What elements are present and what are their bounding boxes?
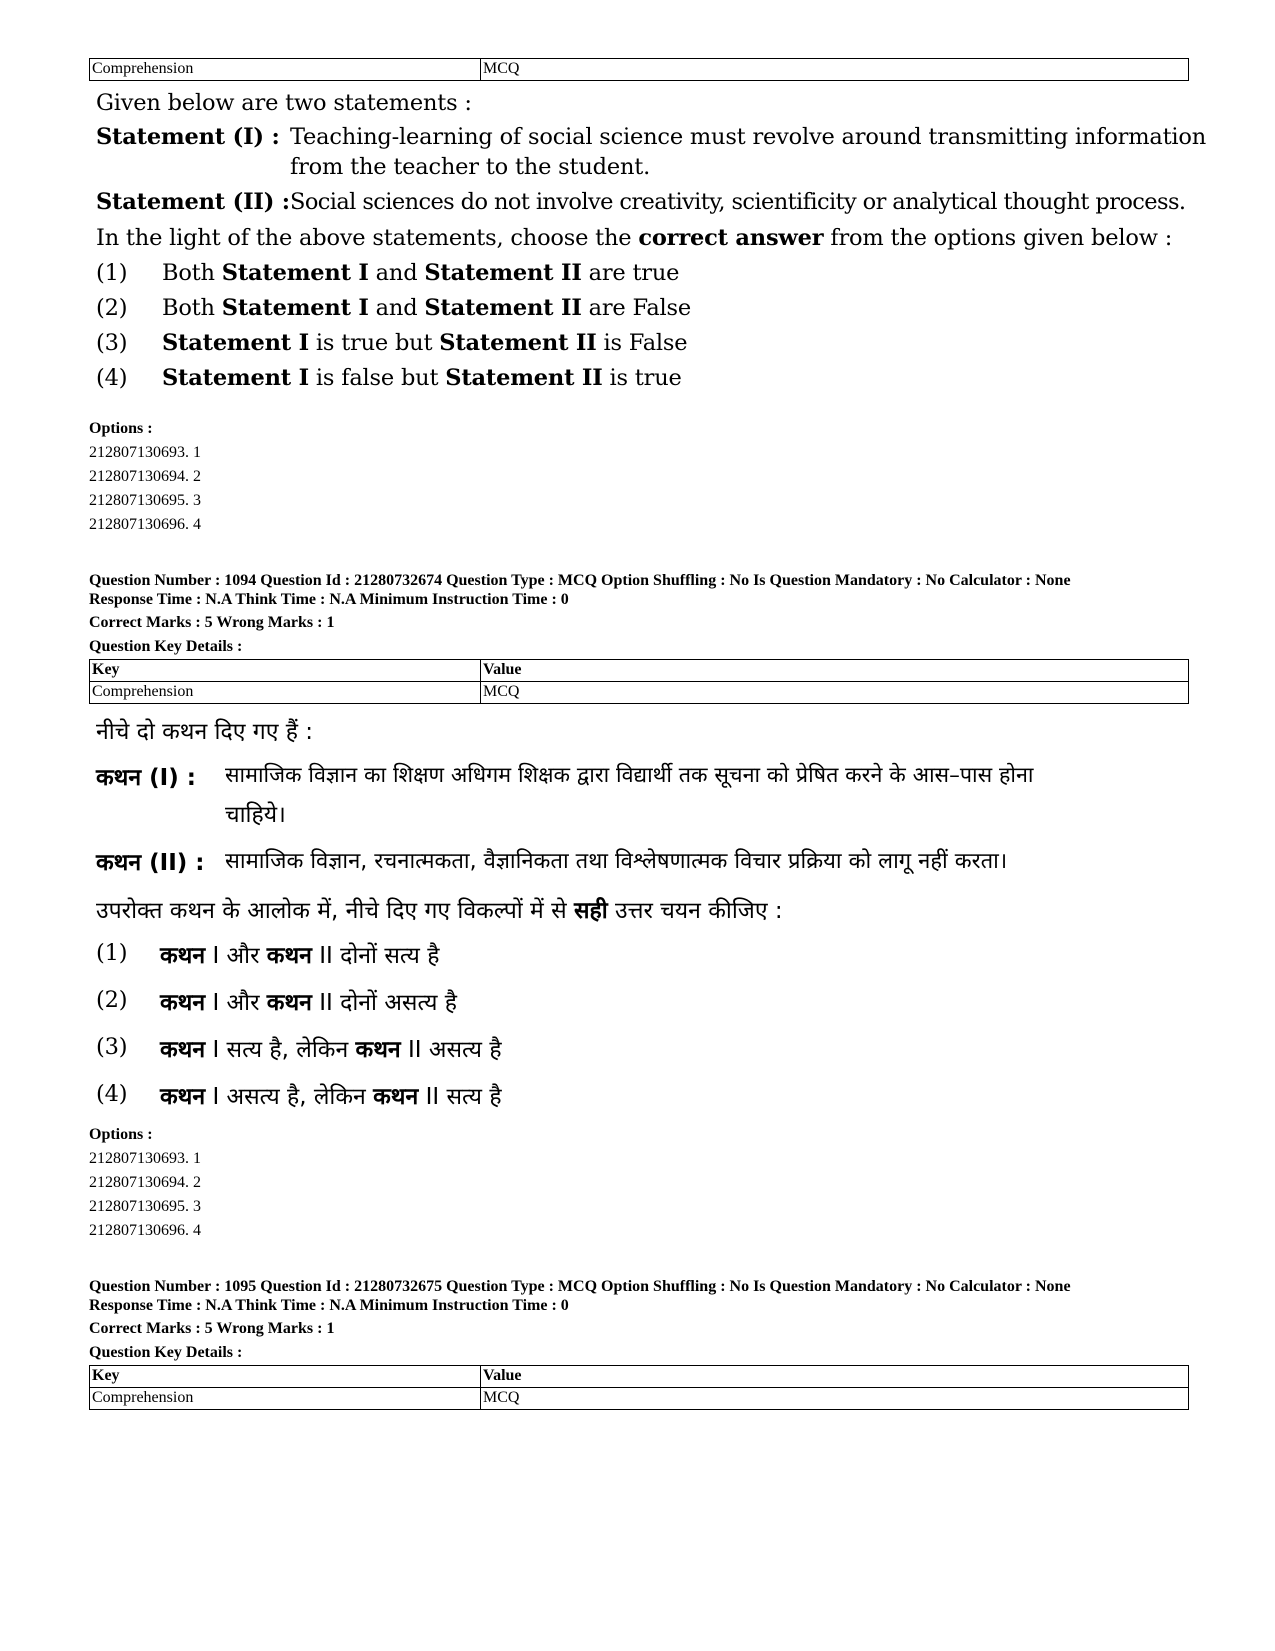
choice-2-text: कथन I और कथन II दोनों असत्य है: [160, 990, 457, 1016]
statement-1-label: Statement (I) :: [96, 124, 280, 150]
options-label: Options :: [89, 420, 153, 437]
question-meta-line-1: Question Number : 1095 Question Id : 21280732675 Question Type : MCQ Option Shuffling : No Is Question Mandatory : No Calculator : None: [89, 1278, 1071, 1295]
table-cell-value: MCQ: [481, 1388, 1189, 1410]
choice-3-number: (3): [96, 330, 128, 356]
statement-1-text: Teaching-learning of social science must revolve around transmitting information: [290, 124, 1207, 150]
question-key-table-1095: [89, 1365, 1189, 1410]
question-marks: Correct Marks : 5 Wrong Marks : 1: [89, 1320, 335, 1337]
options-label: Options :: [89, 1126, 153, 1143]
options-list-1094: [89, 1123, 201, 1243]
question-key-details-label: Question Key Details :: [89, 1344, 243, 1361]
table-cell-key: Comprehension: [90, 1388, 481, 1410]
table-cell-value: MCQ: [481, 682, 1189, 704]
choice-1-number: (1): [96, 260, 128, 286]
table-header-value: Value: [481, 1366, 1189, 1388]
statement-1-text: सामाजिक विज्ञान का शिक्षण अधिगम शिक्षक द्वारा विद्यार्थी तक सूचना को प्रेषित करने के आस–पास होना: [225, 763, 1034, 788]
choice-3-number: (3): [96, 1034, 128, 1060]
option-item: 212807130693. 1: [89, 444, 201, 461]
table-header-value: Value: [481, 660, 1189, 682]
table-row: [90, 59, 1189, 81]
option-item: 212807130693. 1: [89, 1150, 201, 1167]
choice-1-text: Both Statement I and Statement II are true: [162, 260, 680, 286]
choice-3-text: Statement I is true but Statement II is False: [162, 330, 688, 356]
question-prompt: [96, 225, 1172, 251]
choice-1-text: कथन I और कथन II दोनों सत्य है: [160, 943, 440, 969]
table-header-key: Key: [90, 660, 481, 682]
table-cell-key: Comprehension: [90, 682, 481, 704]
prompt-emphasis: correct answer: [638, 225, 824, 251]
prompt-text: उपरोक्त कथन के आलोक में, नीचे दिए गए विकल्पों में से: [96, 898, 574, 924]
question-intro: नीचे दो कथन दिए गए हैं :: [96, 719, 314, 745]
table-row: [90, 682, 1189, 704]
options-list-1093: [89, 417, 201, 537]
question-key-table-1093: [89, 58, 1189, 81]
option-item: 212807130696. 4: [89, 1222, 201, 1239]
statement-1-text-cont: चाहिये।: [225, 802, 286, 828]
option-item: 212807130695. 3: [89, 492, 201, 509]
question-marks: Correct Marks : 5 Wrong Marks : 1: [89, 614, 335, 631]
table-cell-value: MCQ: [481, 59, 1189, 81]
table-row: [90, 1388, 1189, 1410]
table-header-row: [90, 1366, 1189, 1388]
question-meta-line-2: Response Time : N.A Think Time : N.A Minimum Instruction Time : 0: [89, 1297, 569, 1314]
prompt-text-end: उत्तर चयन कीजिए :: [607, 898, 783, 924]
statement-1-label: कथन (I) :: [96, 765, 196, 791]
table-header-key: Key: [90, 1366, 481, 1388]
question-key-details-label: Question Key Details :: [89, 638, 243, 655]
choice-2-text: Both Statement I and Statement II are False: [162, 295, 692, 321]
question-prompt: [96, 893, 783, 925]
choice-2-number: (2): [96, 295, 128, 321]
choice-4-text: Statement I is false but Statement II is true: [162, 365, 682, 391]
table-header-row: [90, 660, 1189, 682]
choice-4-number: (4): [96, 365, 128, 391]
option-item: 212807130695. 3: [89, 1198, 201, 1215]
question-meta-line-1: Question Number : 1094 Question Id : 21280732674 Question Type : MCQ Option Shuffling : No Is Question Mandatory : No Calculator : None: [89, 572, 1071, 589]
option-item: 212807130694. 2: [89, 468, 201, 485]
statement-2-text: Social sciences do not involve creativity, scientificity or analytical thought process.: [290, 189, 1186, 215]
statement-2-label: कथन (II) :: [96, 850, 205, 876]
choice-3-text: कथन I सत्य है, लेकिन कथन II असत्य है: [160, 1037, 502, 1063]
choice-2-number: (2): [96, 987, 128, 1013]
option-item: 212807130694. 2: [89, 1174, 201, 1191]
statement-2-label: Statement (II) :: [96, 189, 290, 215]
statement-1-text-cont: from the teacher to the student.: [290, 154, 651, 180]
prompt-text: In the light of the above statements, choose the: [96, 225, 639, 251]
table-cell-key: Comprehension: [90, 59, 481, 81]
choice-1-number: (1): [96, 940, 128, 966]
choice-4-text: कथन I असत्य है, लेकिन कथन II सत्य है: [160, 1084, 502, 1110]
statement-2-text: सामाजिक विज्ञान, रचनात्मकता, वैज्ञानिकता तथा विश्लेषणात्मक विचार प्रक्रिया को लागू नहीं करता।: [225, 849, 1008, 874]
option-item: 212807130696. 4: [89, 516, 201, 533]
question-meta-line-2: Response Time : N.A Think Time : N.A Minimum Instruction Time : 0: [89, 591, 569, 608]
question-intro: Given below are two statements :: [96, 90, 472, 116]
prompt-emphasis: सही: [573, 898, 608, 924]
prompt-text-end: from the options given below :: [823, 225, 1173, 251]
question-key-table-1094: [89, 659, 1189, 704]
choice-4-number: (4): [96, 1081, 128, 1107]
